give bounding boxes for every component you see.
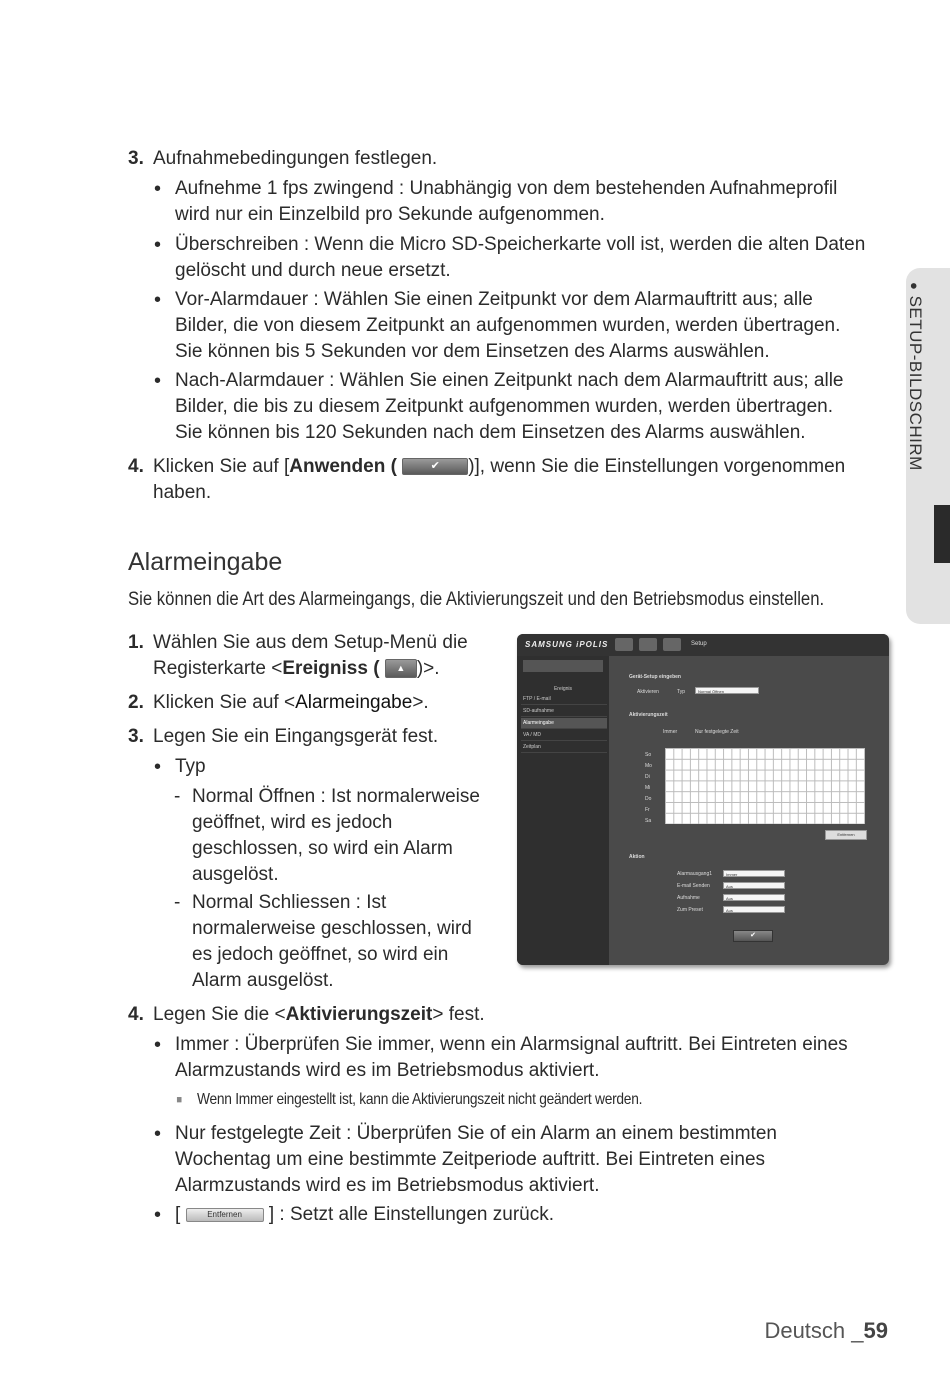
step-text-cont: Registerkarte <Ereigniss ( ▲ )>. — [153, 658, 440, 679]
step-text: Wählen Sie aus dem Setup-Menü die — [153, 632, 468, 653]
schedule-grid — [665, 748, 865, 824]
brand-logo: SAMSUNG iPOLIS — [525, 640, 609, 649]
list-item: • Nur festgelegte Zeit : Überprüfen Sie of ein Alarm an einem bestimmten Wochentag um eine bestimmte Zeitperiode auftritt. Bei Eintreten eines Alarmzustands wird es im Betriebsmodus aktiviert. — [175, 1121, 777, 1199]
section-label: Gerät-Setup eingeben — [629, 674, 681, 680]
list-item: • Immer : Überprüfen Sie immer, wenn ein Alarmsignal auftritt. Bei Eintreten eines Alarmzustands wird es im Betriebsmodus aktiviert. — [175, 1032, 848, 1084]
action-label: Alarmausgang1 — [677, 871, 713, 877]
apply-button: ✔ — [733, 930, 773, 942]
sidebar-icons — [523, 660, 603, 672]
event-tab-icon: ▲ — [385, 659, 417, 678]
list-item: - Normal Öffnen : Ist normalerweise geöffnet, wird es jedoch geschlossen, so wird ein Alarm ausgelöst. — [192, 784, 480, 888]
type-select: Normal Öffnen — [695, 687, 759, 694]
section-title: Alarmeingabe — [128, 548, 283, 576]
action-label: Zum Preset — [677, 907, 703, 913]
step-number: 1. — [128, 632, 144, 653]
apply-button-icon: ✔ — [402, 458, 468, 475]
step-text: Legen Sie die <Aktivierungszeit> fest. — [153, 1004, 485, 1025]
monitor-icon — [615, 638, 633, 651]
sidebar-header: Ereignis — [553, 686, 573, 692]
sidebar-item: SD-aufnahme — [521, 706, 607, 717]
list-item: • Aufnehme 1 fps zwingend : Unabhängig von dem bestehenden Aufnahmeprofil wird nur ein Einzelbild pro Sekunde aufgenommen. — [175, 176, 837, 228]
action-select: Immer — [723, 870, 785, 877]
step-text: Aufnahmebedingungen festlegen. — [153, 148, 438, 169]
sidebar-item: VA / MD — [521, 730, 607, 741]
list-item: • Nach-Alarmdauer : Wählen Sie einen Zeitpunkt nach dem Alarmauftritt aus; alle Bilder, die bis zu diesem Zeitpunkt aufgenommen wurden, werden übertragen. Sie können bis 120 Sekunden nach dem Einsetzen des Alarms auswählen. — [175, 368, 844, 446]
action-select: Aus — [723, 894, 785, 901]
action-label: E-mail Senden — [677, 883, 710, 889]
step-number: 3. — [128, 726, 144, 747]
radio-scheduled: Nur festgelegte Zeit — [695, 729, 739, 735]
search-icon — [639, 638, 657, 651]
list-item: • Typ — [175, 754, 206, 780]
section-label: Aktivierungszeit — [629, 712, 668, 718]
step-number: 2. — [128, 692, 144, 713]
type-label: Typ — [677, 689, 686, 695]
reset-button-icon: Entfernen — [186, 1208, 264, 1222]
section-label: Aktion — [629, 854, 645, 860]
list-item: • [ Entfernen ] : Setzt alle Einstellungen zurück. — [175, 1202, 554, 1228]
settings-screenshot: SAMSUNG iPOLIS Setup Ereignis FTP / E-mail SD-aufnahme Alarmeingabe VA / MD Zeitplan Gerät-Setup eingeben Aktivieren Typ Normal Öffnen Aktivierungszeit Immer Nur festgelegte Zeit So Mo Di Mi Do Fr Sa Entfernen Aktion Alarmausgang1 Immer E-mail Senden Aus Aufnahme Aus Zum Preset Aus ✔ — [517, 634, 889, 965]
reset-button: Entfernen — [825, 830, 867, 840]
list-item: - Normal Schliessen : Ist normalerweise geschlossen, wird es jedoch geöffnet, so wird ein Alarm ausgelöst. — [192, 890, 472, 994]
screenshot-header — [517, 634, 889, 656]
action-select: Aus — [723, 882, 785, 889]
step-number: 4. — [128, 456, 144, 477]
enable-checkbox-label: Aktivieren — [637, 689, 659, 695]
gear-icon — [663, 638, 681, 651]
action-label: Aufnahme — [677, 895, 700, 901]
screenshot-sidebar — [517, 656, 609, 965]
sidebar-item: FTP / E-mail — [521, 694, 607, 705]
section-intro: Sie können die Art des Alarmeingangs, die Aktivierungszeit und den Betriebsmodus einstellen. — [128, 589, 825, 610]
step-text: Legen Sie ein Eingangsgerät fest. — [153, 726, 439, 747]
side-tab-label: ● SETUP-BILDSCHIRM — [906, 282, 925, 471]
action-select: Aus — [723, 906, 785, 913]
sidebar-item-active: Alarmeingabe — [521, 718, 607, 729]
list-item: • Vor-Alarmdauer : Wählen Sie einen Zeitpunkt vor dem Alarmauftritt aus; alle Bilder, die von diesem Zeitpunkt an aufgenommen wurden, werden übertragen. Sie können bis 5 Sekunden vor dem Einsetzen des Alarms auswählen. — [175, 287, 840, 365]
radio-always: Immer — [663, 729, 678, 735]
screenshot-tab-label: Setup — [691, 641, 707, 647]
step-number: 4. — [128, 1004, 144, 1025]
page-footer: Deutsch _59 — [764, 1318, 888, 1343]
note: ■ Wenn Immer eingestellt ist, kann die Aktivierungszeit nicht geändert werden. — [197, 1089, 642, 1111]
step-text: Klicken Sie auf <Alarmeingabe>. — [153, 692, 429, 713]
side-tab-marker — [934, 505, 950, 563]
list-item: • Überschreiben : Wenn die Micro SD-Speicherkarte voll ist, werden die alten Daten gelöscht und durch neue ersetzt. — [175, 232, 865, 284]
step-text: Klicken Sie auf [Anwenden ( ✔ )], wenn Sie die Einstellungen vorgenommen — [153, 456, 846, 477]
sidebar-item: Zeitplan — [521, 742, 607, 753]
step-number: 3. — [128, 148, 144, 169]
step-text-cont: haben. — [153, 482, 212, 503]
